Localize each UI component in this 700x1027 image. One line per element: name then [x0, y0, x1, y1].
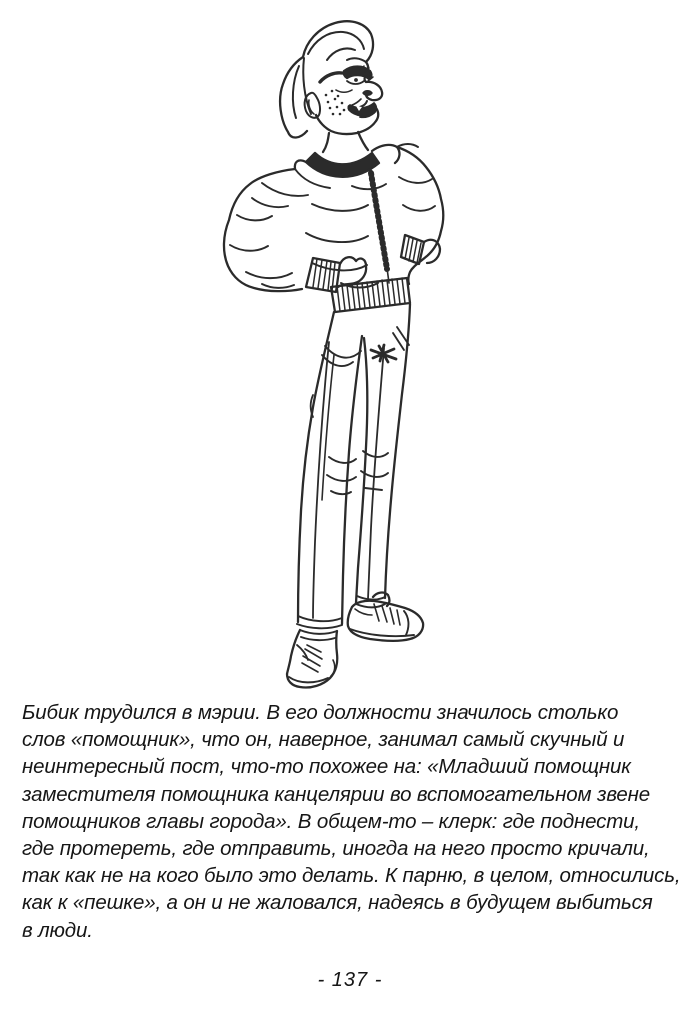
story-paragraph — [22, 699, 688, 944]
left-laces — [302, 645, 322, 672]
page-number: - 137 - — [317, 969, 383, 991]
sneakers — [287, 593, 423, 688]
toe-cap — [404, 611, 408, 635]
jacket-wrinkles — [230, 169, 435, 288]
face — [305, 62, 383, 152]
nostril — [363, 91, 372, 96]
paragraph-line: слов «помощник», что он, наверное, занимал самый скучный и — [22, 728, 625, 752]
paragraph-line: помощников главы города». В общем-то – клерк: где поднести, — [22, 809, 640, 833]
paragraph-line: неинтересный пост, что-то похожее на: «Младший помощник — [22, 755, 631, 779]
left-eyebrow — [320, 73, 342, 82]
knee-wrinkles — [327, 451, 388, 494]
freckles — [325, 90, 346, 116]
right-eyebrow-eyelid — [344, 67, 372, 80]
paragraph-line: в люди. — [22, 918, 93, 942]
pupil — [354, 78, 358, 82]
jeans — [297, 304, 410, 628]
paragraph-line: так как не на кого было это делать. К парню, в целом, относились, — [22, 864, 681, 888]
paragraph-line: заместителя помощника канцелярии во вспомогательном звене — [22, 782, 651, 806]
right-leg-outer — [385, 304, 410, 598]
paragraph-line: Бибик трудился в мэрии. В его должности значилось столько — [22, 701, 619, 724]
hair — [280, 21, 373, 137]
neck — [323, 133, 329, 152]
paragraph-line: где протереть, где отправить, иногда на него просто кричали, — [22, 837, 650, 861]
paragraph-line: как к «пешке», а он и не жаловался, надеясь в будущем выбиться — [22, 891, 653, 915]
left-leg-outer — [298, 312, 334, 622]
